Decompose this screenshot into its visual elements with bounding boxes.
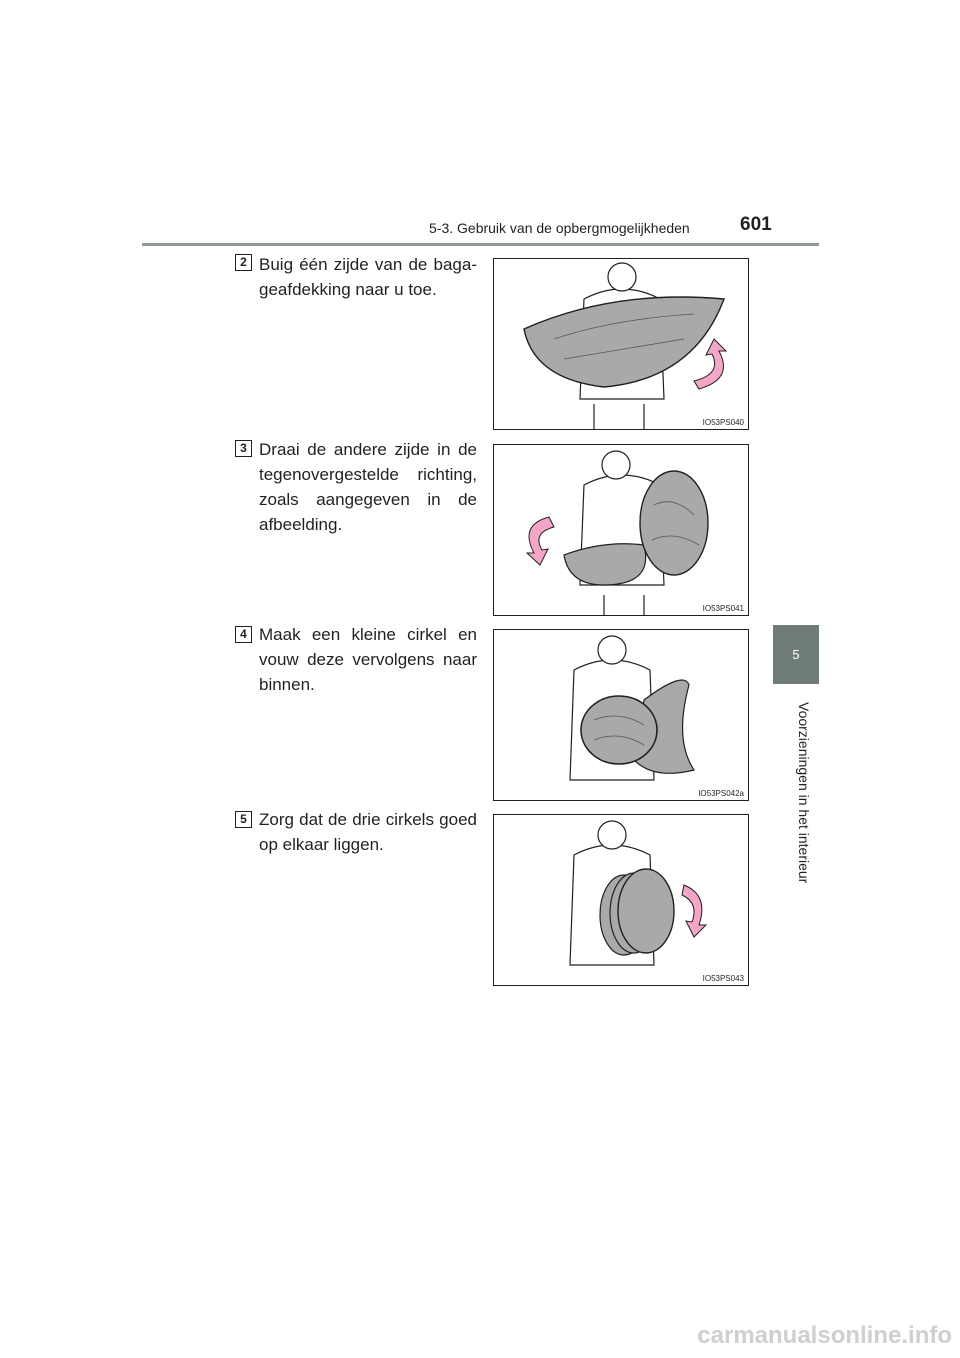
- figure-code: IO53PS043: [702, 974, 744, 983]
- folding-illustration: [494, 630, 750, 802]
- folding-illustration: [494, 445, 750, 617]
- chapter-label: Voorzieningen in het interieur: [796, 702, 812, 884]
- step-text: Draai de andere zijde in de tegenovergestelde richting, zoals aangegeven in de afbeelding.: [259, 440, 477, 534]
- step-text: Buig één zijde van de baga-geafdekking naar u toe.: [259, 255, 477, 299]
- step-illustration: [493, 814, 749, 986]
- step-number-badge: 3: [235, 440, 252, 457]
- page-number: 601: [740, 214, 772, 235]
- watermark: carmanualsonline.info: [697, 1322, 952, 1349]
- step-number-badge: 4: [235, 626, 252, 643]
- step-illustration: [493, 444, 749, 616]
- step-number-badge: 5: [235, 811, 252, 828]
- section-title: 5-3. Gebruik van de opbergmogelijkheden: [429, 220, 690, 236]
- step-text: Zorg dat de drie cirkels goed op elkaar liggen.: [259, 810, 477, 854]
- folding-illustration: [494, 815, 750, 987]
- figure-code: IO53PS042a: [698, 789, 744, 798]
- step-text: Maak een kleine cirkel en vouw deze vervolgens naar binnen.: [259, 625, 477, 694]
- step-illustration: [493, 258, 749, 430]
- figure-code: IO53PS040: [702, 418, 744, 427]
- step-number-badge: 2: [235, 254, 252, 271]
- chapter-tab[interactable]: [773, 625, 819, 684]
- header-divider: [142, 243, 819, 246]
- step-illustration: [493, 629, 749, 801]
- figure-code: IO53PS041: [702, 604, 744, 613]
- folding-illustration: [494, 259, 750, 431]
- chapter-number: 5: [792, 647, 800, 662]
